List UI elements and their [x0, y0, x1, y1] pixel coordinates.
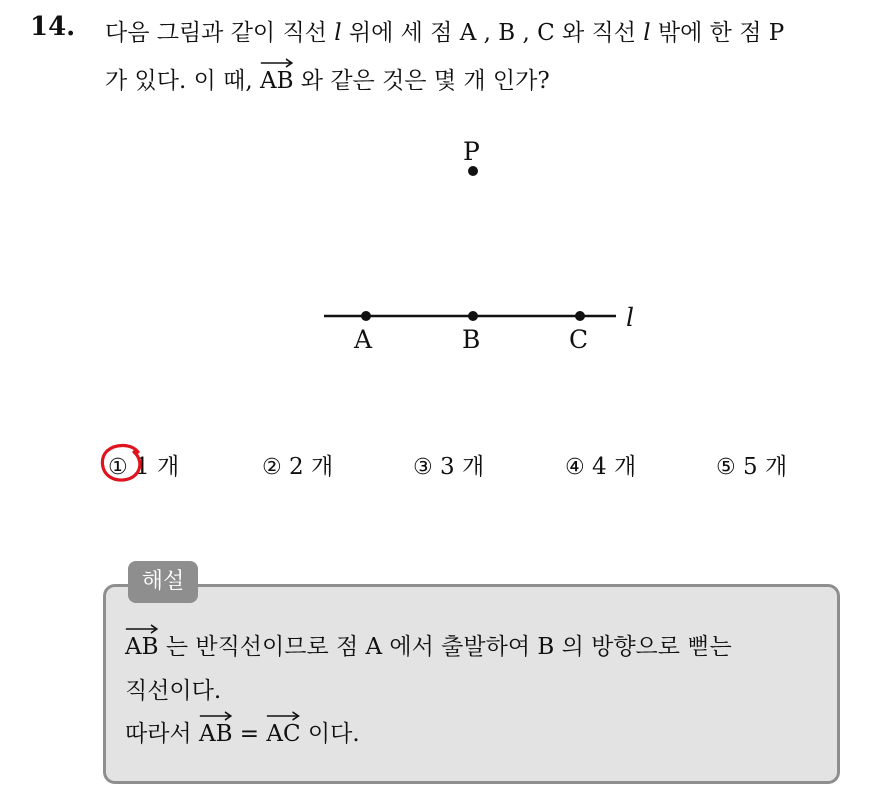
vector-label: AB [198, 721, 233, 747]
choice-mark: ④ [565, 455, 585, 480]
selected-answer-circle-icon [98, 440, 148, 486]
vector-arrow-icon [125, 622, 159, 634]
question-text-part: 밖에 한 점 P [650, 20, 785, 46]
line-variable: l [643, 20, 651, 46]
line-variable: l [334, 20, 342, 46]
choice-3[interactable] [413, 448, 484, 481]
label-a: A [354, 325, 373, 354]
choice-5[interactable] [716, 448, 787, 481]
question-text-part: 위에 세 점 A , B , C 와 직선 [341, 20, 644, 46]
solution-text-part: 는 반직선이므로 점 A 에서 출발하여 B 의 방향으로 뻗는 [158, 634, 732, 660]
label-line-l: l [626, 303, 634, 332]
choice-4[interactable] [565, 448, 636, 481]
choice-text: 2 개 [289, 454, 334, 480]
question-text-part: 다음 그림과 같이 직선 [105, 20, 335, 46]
question-text-part: 와 같은 것은 몇 개 인가? [293, 68, 550, 94]
question-text-part: 가 있다. 이 때, [105, 68, 260, 94]
question-number: 14. [30, 12, 76, 42]
label-b: B [462, 325, 481, 354]
equals-sign: = [232, 721, 267, 747]
label-c: C [569, 325, 589, 354]
choice-text: 3 개 [440, 454, 485, 480]
choice-mark: ② [262, 455, 282, 480]
point-c [575, 311, 585, 321]
point-b [468, 311, 478, 321]
point-a [361, 311, 371, 321]
choice-mark: ⑤ [716, 455, 736, 480]
vector-ab [199, 719, 233, 747]
vector-arrow-icon [199, 709, 233, 721]
point-p [468, 166, 478, 176]
vector-ac [266, 719, 300, 747]
choice-mark: ① [108, 455, 128, 480]
choice-text: 5 개 [743, 454, 788, 480]
vector-arrow-icon [266, 709, 300, 721]
choice-text: 4 개 [592, 454, 637, 480]
solution-line-1 [125, 628, 732, 661]
vector-ab [125, 632, 159, 660]
vector-label: AB [259, 68, 294, 94]
vector-label: AB [125, 634, 159, 660]
solution-text-part: 이다. [300, 721, 360, 747]
choice-2[interactable] [262, 448, 333, 481]
solution-tag: 해설 [128, 561, 198, 603]
solution-line-3 [125, 715, 360, 748]
choice-text: 1 개 [135, 454, 180, 480]
label-p: P [463, 137, 480, 166]
vector-label: AC [266, 721, 301, 747]
choice-mark: ③ [413, 455, 433, 480]
solution-text-part: 따라서 [125, 721, 199, 747]
solution-line-2: 직선이다. [125, 678, 222, 704]
